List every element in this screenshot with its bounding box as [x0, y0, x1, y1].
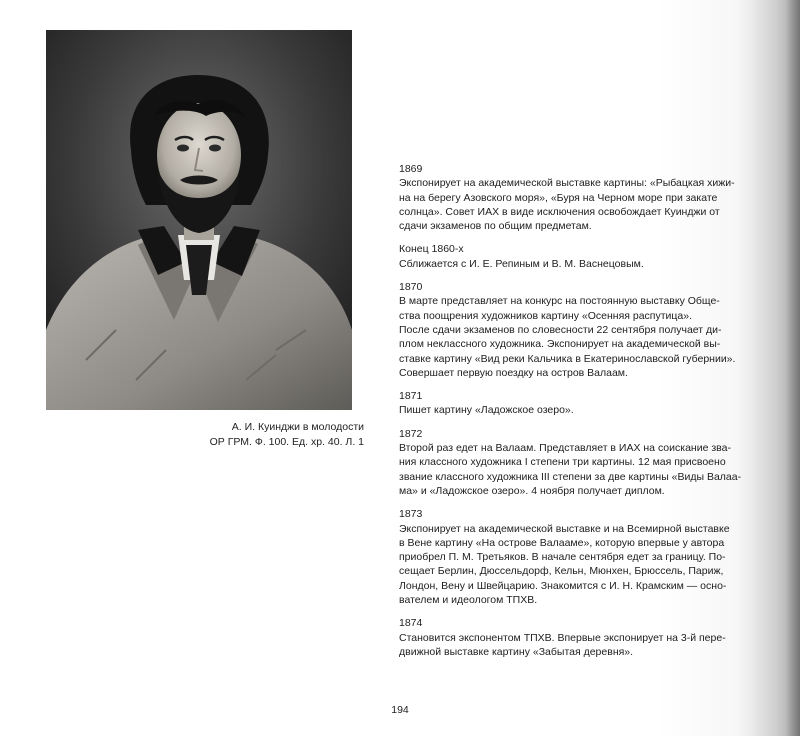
- entry-line: ния классного художника I степени три картины. 12 мая присвоено: [399, 456, 726, 469]
- entry-line: на на берегу Азовского моря», «Буря на Черном море при закате: [399, 191, 718, 204]
- entry-line: приобрел П. М. Третьяков. В начале сентября едет за границу. По-: [399, 551, 726, 564]
- entry-line: Сближается с И. Е. Репиным и В. М. Васнецовым.: [399, 257, 644, 270]
- entry-line: сдачи экзаменов по общим предметам.: [399, 220, 592, 233]
- entry-line: Пишет картину «Ладожское озеро».: [399, 404, 574, 417]
- entry-line: Совершает первую поездку на остров Валаам.: [399, 366, 628, 379]
- entry-line: в Вене картину «На острове Валааме», которую впервые у автора: [399, 536, 725, 549]
- chronology-entry: [399, 507, 734, 607]
- entry-line: Второй раз едет на Валаам. Представляет в ИАХ на соискание зва-: [399, 442, 731, 455]
- entry-line: В марте представляет на конкурс на постоянную выставку Обще-: [399, 295, 720, 308]
- entry-year: 1872: [399, 427, 423, 440]
- entry-line: плом неклассного художника. Экспонирует на академической вы-: [399, 338, 721, 351]
- entry-line: Экспонирует на академической выставке картины: «Рыбацкая хижи-: [399, 177, 735, 190]
- entry-line: Становится экспонентом ТПХВ. Впервые экспонирует на 3-й пере-: [399, 631, 726, 644]
- entry-line: Лондон, Вену и Швейцарию. Знакомится с И. Н. Крамским — осно-: [399, 579, 727, 592]
- chronology-entry: [399, 427, 742, 498]
- entry-year: Конец 1860-х: [399, 243, 464, 256]
- page-edge-shadow: [752, 0, 800, 736]
- chronology-entry: [399, 280, 734, 380]
- photo-caption: [150, 420, 364, 450]
- entry-line: сещает Берлин, Дюссельдорф, Кельн, Мюнхен, Брюссель, Париж,: [399, 565, 724, 578]
- portrait-photo: [46, 30, 352, 410]
- caption-line: А. И. Куинджи в молодости: [231, 421, 364, 433]
- entry-line: Экспонирует на академической выставке и на Всемирной выставке: [399, 522, 730, 535]
- entry-line: солнца». Совет ИАХ в виде исключения освобождает Куинджи от: [399, 205, 720, 218]
- chronology-entry: [399, 616, 734, 659]
- entry-year: 1871: [399, 390, 423, 403]
- entry-line: ставке картину «Вид реки Кальчика в Екатеринославской губернии».: [399, 352, 736, 365]
- page-number: 194: [391, 704, 409, 716]
- entry-line: движной выставке картину «Забытая деревня».: [399, 645, 634, 658]
- caption-line: ОР ГРМ. Ф. 100. Ед. хр. 40. Л. 1: [209, 436, 364, 448]
- entry-line: После сдачи экзаменов по словесности 22 сентября получает ди-: [399, 323, 722, 336]
- entry-line: ма» и «Ладожское озеро». 4 ноября получает диплом.: [399, 484, 665, 497]
- chronology-entry: [399, 242, 734, 271]
- chronology-entry: [399, 162, 734, 233]
- entry-line: звание классного художника III степени за две картины «Виды Валаа-: [399, 470, 742, 483]
- entry-year: 1874: [399, 617, 423, 630]
- entry-line: ства поощрения художников картину «Осенняя распутица».: [399, 309, 693, 322]
- entry-year: 1870: [399, 281, 423, 294]
- entry-year: 1873: [399, 508, 423, 521]
- entry-year: 1869: [399, 163, 423, 175]
- chronology: [399, 162, 742, 668]
- chronology-entry: [399, 389, 734, 418]
- entry-line: вателем и идеологом ТПХВ.: [399, 594, 538, 607]
